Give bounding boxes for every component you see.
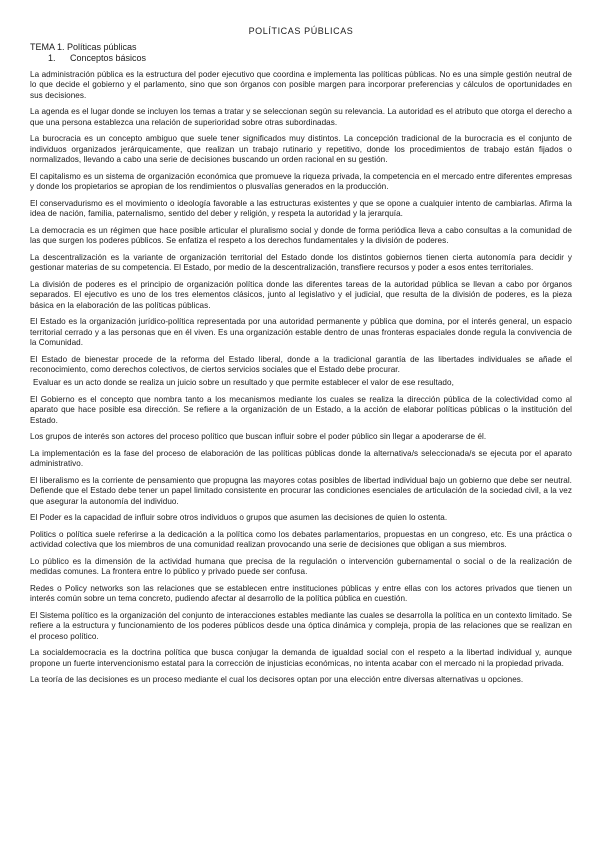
document-title: POLÍTICAS PÚBLICAS [248, 26, 354, 36]
paragraph-democracia: La democracia es un régimen que hace posible articular el pluralismo social y donde de forma periódica lleva a cabo consultas a la comunidad de las que surgen los poderes públicos. Se enfatiza el respeto a los derechos fundamentales y la división de poderes. [30, 225, 572, 246]
subtopic-heading [48, 53, 572, 64]
paragraph-politics: Politics o política suele referirse a la dedicación a la política como los debates parlamentarios, propuestas en un congreso, etc. Es una práctica o actividad colectiva que los miembros de una comunidad realizan provocando una serie de decisiones que obligan a sus miembros. [30, 530, 572, 550]
subtopic-label: Conceptos básicos [70, 53, 147, 63]
paragraph-teoria-decisiones: La teoría de las decisiones es un proceso mediante el cual los decisores optan por una elección entre diversas alternativas u opciones. [30, 675, 524, 685]
paragraph-lo-publico: Lo público es la dimensión de la actividad humana que precisa de la regulación o intervención gubernamental o social o de la realización de medidas comunes. La frontera entre lo público y privado puede ser confusa. [30, 557, 572, 577]
paragraph-socialdemocracia: La socialdemocracia es la doctrina política que busca conjugar la demanda de igualdad social con el respeto a la libertad individual y, aunque propone un fuerte intervencionismo estatal para la corrección de injusticias económicas, no intenta acabar con el mercado ni la propiedad privada. [30, 648, 572, 668]
paragraph-liberalismo: El liberalismo es la corriente de pensamiento que propugna las mayores cotas posibles de libertad individual bajo un gobierno que debe ser neutral. Defiende que el Estado debe tener un papel limitado consistente en procurar las condiciones esenciales de articulación de la sociedad civil, a la vez que asegurar la autonomía del individuo. [30, 476, 572, 506]
paragraph-redes: Redes o Policy networks son las relaciones que se establecen entre instituciones públicas y entre ellas con los actores privados que tienen un interés común sobre un tema concreto, pudiendo afectar al desarrollo de la política pública en cuestión. [30, 584, 572, 604]
paragraph-estado: El Estado es la organización jurídico-política representada por una autoridad permanente y pública que domina, por el interés general, un espacio territorial cerrado y a las personas que en él viven. Es una organización estable dentro de unas fronteras espaciales donde regula la convivencia de la Comunidad. [30, 317, 572, 348]
paragraph-implementacion: La implementación es la fase del proceso de elaboración de las políticas públicas donde la alternativa/s seleccionada/s se ejecuta por el aparato administrativo. [30, 449, 572, 469]
paragraph-sistema-politico: El Sistema político es la organización del conjunto de interacciones estables mediante las cuales se desarrolla la política en un contexto limitado. Se refiere a la estructura y funcionamiento de los poderes públicos desde una óptica dinámica y compleja, propia de las relaciones que se realizan en el proceso político. [30, 611, 572, 641]
paragraph-descentralizacion: La descentralización es la variante de organización territorial del Estado donde los distintos gobiernos tienen cierta autonomía para decidir y gestionar materias de su competencia. El Estado, por medio de la descentralización, transfiere recursos y poder a esos entes territoriales. [30, 252, 572, 273]
paragraph-gobierno: El Gobierno es el concepto que nombra tanto a los mecanismos mediante los cuales se realiza la dirección pública de la colectividad como al aparato que hace posible esa dirección. Se refiere a la organización de un Estado, a la acción de elaborar políticas públicas o la institución del Estado. [30, 395, 572, 425]
paragraph-estado-de-bienestar: El Estado de bienestar procede de la reforma del Estado liberal, donde a la tradicional garantía de las libertades individuales se añade el reconocimiento, como derechos colectivos, de ciertos servicios sociales que el Estado debe procurar. [30, 354, 572, 375]
paragraph-agenda-autoridad: La agenda es el lugar donde se incluyen los temas a tratar y se seleccionan según su relevancia. La autoridad es el atributo que otorga el derecho a que una persona establezca una relación de superioridad sobre otras subordinadas. [30, 107, 572, 127]
paragraph-burocracia: La burocracia es un concepto ambiguo que suele tener significados muy distintos. La concepción tradicional de la burocracia es el conjunto de individuos organizados jerárquicamente, que realizan un trabajo rutinario y repetitivo, donde los procedimientos de trabajo están fijados o normalizados, llevando a cabo una serie de decisiones buscando un orden racional en su gestión. [30, 134, 572, 165]
paragraph-administracion-publica: La administración pública es la estructura del poder ejecutivo que coordina e implementa las políticas públicas. No es una simple gestión neutral de lo que decide el gobierno y el parlamento, sino que son órganos con posible margen para incorporar preferencias y cálculos de oportunidades en sus decisiones. [30, 70, 572, 100]
subtopic-number: 1. [48, 53, 56, 63]
paragraph-grupos-de-interes: Los grupos de interés son actores del proceso político que buscan influir sobre el poder público sin llegar a apoderarse de él. [30, 432, 487, 442]
paragraph-capitalismo: El capitalismo es un sistema de organización económica que promueve la riqueza privada, la competencia en el mercado entre diferentes empresas y donde los propietarios se apropian de los rendimientos o plusvalías generados en la producción. [30, 171, 572, 192]
paragraph-poder: El Poder es la capacidad de influir sobre otros individuos o grupos que asumen las decisiones de quien lo ostenta. [30, 513, 448, 523]
topic-heading: TEMA 1. Políticas públicas [30, 42, 137, 52]
paragraph-evaluar: Evaluar es un acto donde se realiza un juicio sobre un resultado y que permite establecer el valor de ese resultado, [33, 378, 454, 388]
paragraph-division-de-poderes: La división de poderes es el principio de organización política donde las diferentes tareas de la autoridad pública se llevan a cabo por órganos separados. El ejecutivo es uno de los tres elementos clásicos, junto al legislativo y el judicial, que resulta de la división de poderes, es la pieza básica en la elaboración de las políticas públicas. [30, 279, 572, 310]
paragraph-conservadurismo: El conservadurismo es el movimiento o ideología favorable a las estructuras existentes y que se opone a cualquier intento de cambiarlas. Afirma la idea de nación, familia, paternalismo, sentido del deber y religión, y respeta la autoridad y la jerarquía. [30, 198, 572, 219]
